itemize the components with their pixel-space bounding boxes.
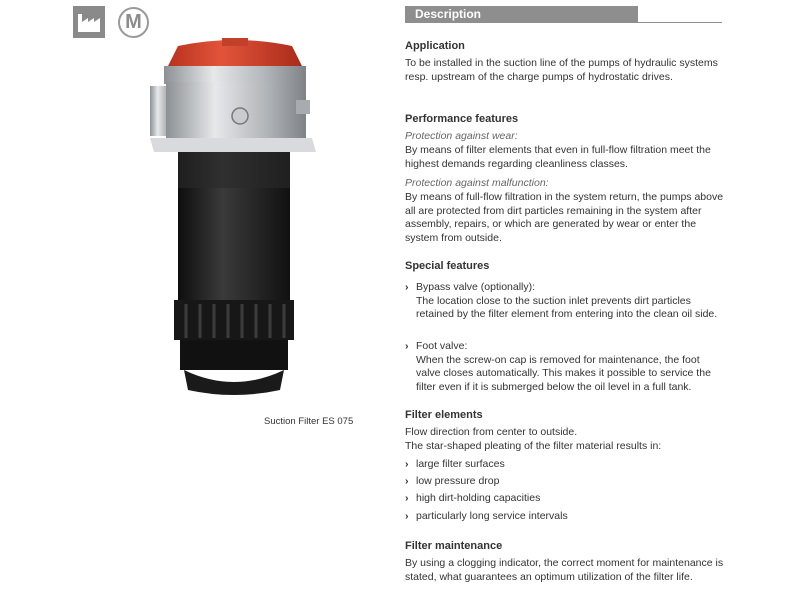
- suction-filter-image: [140, 38, 330, 400]
- maintenance-heading: Filter maintenance: [405, 540, 503, 552]
- factory-icon: [73, 6, 105, 38]
- list-item: [405, 492, 727, 506]
- bypass-text: The location close to the suction inlet prevents dirt particles retained by the filter element from entering into the clean oil side.: [416, 294, 718, 320]
- elements-heading: Filter elements: [405, 409, 483, 421]
- list-item: [405, 510, 727, 524]
- list-item-text: large filter surfaces: [416, 458, 505, 470]
- bypass-title: Bypass valve (optionally):: [416, 281, 536, 293]
- elements-line1: Flow direction from center to outside.: [405, 426, 578, 438]
- malfunction-subheading: Protection against malfunction:: [405, 177, 549, 189]
- description-header: Description: [405, 6, 638, 23]
- bullet-marker: ›: [405, 492, 409, 504]
- maintenance-text: By using a clogging indicator, the correct moment for maintenance is stated, what guarantees an optimum utilization of the filter life.: [405, 557, 724, 583]
- foot-valve-title: Foot valve:: [416, 340, 468, 352]
- header-divider: [638, 22, 722, 23]
- special-item-bypass: [405, 281, 727, 322]
- bullet-marker: ›: [405, 281, 409, 293]
- wear-subheading: Protection against wear:: [405, 130, 518, 142]
- wear-text: By means of filter elements that even in full-flow filtration meet the highest demands regarding cleanliness classes.: [405, 144, 711, 170]
- special-item-foot-valve: [405, 340, 727, 394]
- performance-heading: Performance features: [405, 113, 519, 125]
- application-text: To be installed in the suction line of the pumps of hydraulic systems resp. upstream of the charge pumps of hydrostatic drives.: [405, 57, 718, 83]
- bullet-marker: ›: [405, 340, 409, 352]
- figure-caption: Suction Filter ES 075: [264, 416, 354, 427]
- m-badge-icon: M: [118, 7, 149, 38]
- malfunction-text: By means of full-flow filtration in the system return, the pumps above all are protected from dirt particles remaining in the system after assembly, repairs, or which are generated by wear or enter the system from outside.: [405, 191, 724, 244]
- bullet-marker: ›: [405, 458, 409, 470]
- list-item: [405, 458, 727, 472]
- foot-valve-text: When the screw-on cap is removed for maintenance, the foot valve closes automatically. This makes it possible to service the filter even if it is submerged below the oil level in a full tank.: [416, 353, 711, 393]
- special-heading: Special features: [405, 260, 490, 272]
- bullet-marker: ›: [405, 475, 409, 487]
- list-item-text: high dirt-holding capacities: [416, 492, 541, 504]
- bullet-marker: ›: [405, 510, 409, 522]
- list-item-text: low pressure drop: [416, 475, 500, 487]
- list-item-text: particularly long service intervals: [416, 510, 568, 522]
- elements-line2: The star-shaped pleating of the filter material results in:: [405, 440, 662, 452]
- list-item: [405, 475, 727, 489]
- application-heading: Application: [405, 40, 465, 52]
